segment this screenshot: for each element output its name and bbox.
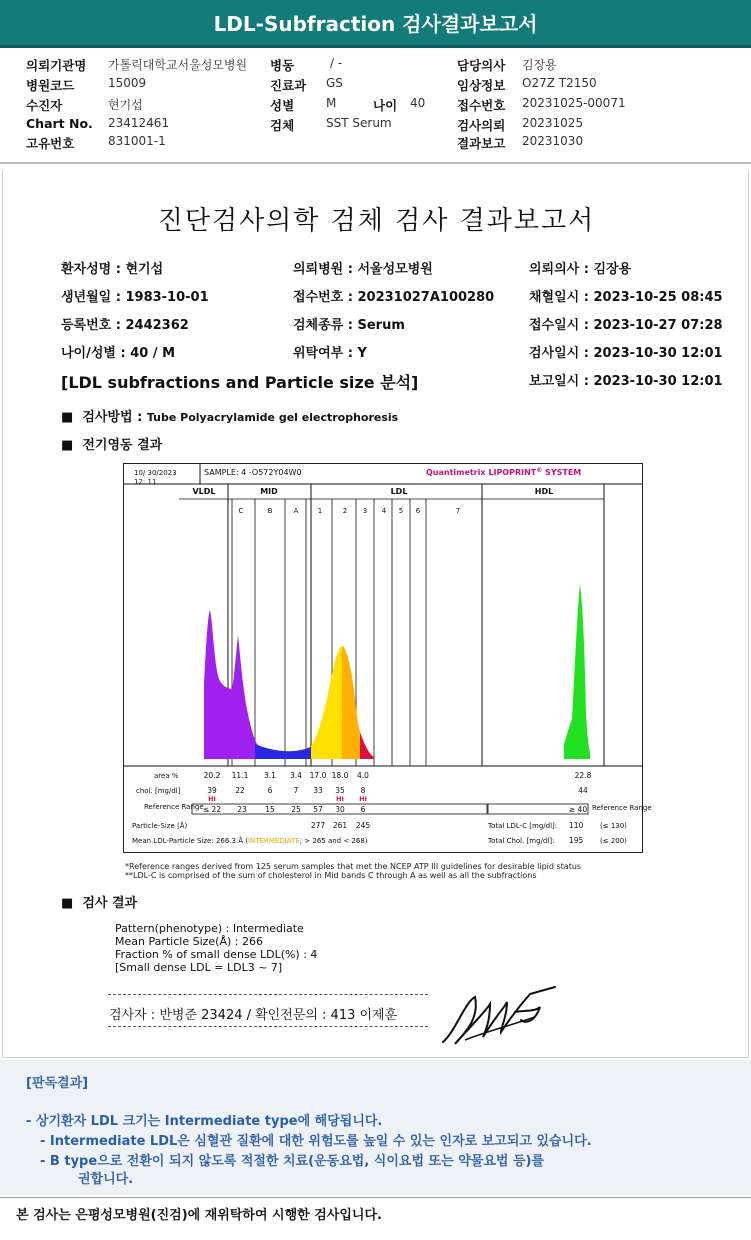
meta-row	[0, 96, 751, 116]
meta-value: 가톨릭대학교서울성모병원	[108, 58, 248, 72]
bullet-icon: ■	[61, 896, 83, 911]
ref-value: 57	[313, 805, 323, 814]
info-birth: 생년월일 : 1983-10-01	[61, 290, 209, 305]
ref-value: ≥ 40	[568, 805, 588, 814]
meta-value: O27Z T2150	[522, 76, 597, 90]
result-small-dense: [Small dense LDL = LDL3 ~ 7]	[115, 961, 283, 974]
document-title: 진단검사의학 검체 검사 결과보고서	[157, 206, 596, 236]
band-label: A	[293, 507, 299, 515]
dashed-divider	[108, 1026, 428, 1027]
chol-value: 39	[207, 786, 217, 795]
group-label: HDL	[534, 487, 554, 496]
chol-value: 35	[335, 786, 345, 795]
meta-value: GS	[326, 76, 343, 90]
area-value: 3.4	[290, 771, 302, 780]
ref-value: ≤ 22	[202, 805, 222, 814]
total-ldl-label: Total LDL-C [mg/dl]:	[488, 822, 558, 830]
section-title: [LDL subfractions and Particle size 분석]	[61, 373, 419, 392]
band-label: 6	[415, 507, 421, 515]
hi-flag: HI	[336, 795, 344, 803]
meta-label: 접수번호	[457, 98, 506, 113]
meta-value: 20231025	[522, 116, 584, 130]
meta-row	[0, 116, 751, 136]
chol-value: 33	[313, 786, 323, 795]
group-label: MID	[260, 487, 278, 496]
row-label-area: area %	[154, 772, 179, 780]
band-label: 5	[398, 507, 404, 515]
info-reported: 보고일시 : 2023-10-30 12:01	[529, 374, 723, 389]
area-value: 17.0	[309, 771, 327, 780]
ldl2-area	[342, 646, 360, 759]
mid-area	[255, 744, 314, 759]
info-reg: 등록번호 : 2442362	[61, 318, 189, 333]
meta-label: 진료과	[270, 78, 307, 93]
footnote-1: *Reference ranges derived from 125 serum samples that met the NCEP ATP III guidelines for desirable lipid status	[125, 862, 582, 871]
meta-label: Chart No.	[26, 116, 93, 131]
method-value: Tube Polyacrylamide gel electrophoresis	[146, 411, 399, 424]
electrophoresis-svg	[124, 464, 652, 852]
result-heading	[61, 892, 137, 911]
hi-flag: HI	[359, 795, 367, 803]
hi-flag: HI	[208, 795, 216, 803]
signoff-text: 검사자 : 반병준 23424 / 확인전문의 : 413 이제훈	[109, 1008, 398, 1023]
meta-label: 나이	[373, 98, 398, 113]
meta-label: 임상정보	[457, 78, 506, 93]
meta-value: 15009	[108, 76, 147, 90]
size-value: 261	[332, 821, 348, 830]
footnote-2: **LDL-C is comprised of the sum of cholesterol in Mid bands C through A as well as all the subfractions	[125, 871, 537, 880]
signature-image	[435, 982, 565, 1052]
info-accession: 접수번호 : 20231027A100280	[293, 290, 495, 305]
area-value: 18.0	[331, 771, 349, 780]
meta-label: 담당의사	[457, 58, 506, 73]
row-label-mean: Mean LDL-Particle Size: 266.3 Å (INTERMEDIATE; > 265 and < 268)	[132, 837, 368, 845]
meta-label: 고유번호	[26, 136, 75, 151]
electro-label: 전기영동 결과	[82, 438, 163, 453]
row-label-chol: chol. [mg/dl]	[136, 787, 181, 795]
area-value: 20.2	[203, 771, 221, 780]
chart-date: 10/ 30/2023	[134, 469, 177, 477]
bottom-divider	[0, 1197, 751, 1198]
total-chol-value: 195	[569, 836, 584, 845]
interpretation-heading: [판독결과]	[26, 1076, 89, 1091]
band-label: 2	[342, 507, 348, 515]
meta-label: 의뢰기관명	[26, 58, 87, 73]
area-value: 22.8	[574, 771, 592, 780]
group-label: LDL	[390, 487, 408, 496]
info-doctor: 의뢰의사 : 김장용	[529, 262, 632, 277]
ldl1-area	[311, 646, 342, 759]
bullet-icon: ■	[61, 410, 83, 425]
interpretation-line: - 상기환자 LDL 크기는 Intermediate type에 해당됩니다.	[26, 1114, 383, 1129]
meta-label: 병원코드	[26, 78, 75, 93]
chart-brand: Quantimetrix LIPOPRINT® SYSTEM	[426, 467, 582, 477]
electro-line	[61, 434, 162, 453]
hdl-area	[564, 584, 590, 759]
chart-time: 12: 11	[134, 478, 157, 486]
method-line	[61, 406, 398, 425]
band-label: 3	[362, 507, 368, 515]
ref-value: 6	[360, 805, 366, 814]
footer-note: 본 검사는 은평성모병원(진검)에 재위탁하여 시행한 검사입니다.	[16, 1208, 382, 1223]
total-ldl-ref: (≤ 130)	[600, 822, 627, 830]
meta-value: 김장용	[522, 58, 557, 72]
meta-label: 검체	[270, 118, 295, 133]
chol-value: 6	[267, 786, 273, 795]
meta-label: 수진자	[26, 98, 63, 113]
meta-row	[0, 56, 751, 76]
info-agesex: 나이/성별 : 40 / M	[61, 346, 176, 361]
size-value: 245	[355, 821, 371, 830]
band-label: B	[267, 507, 273, 515]
interpretation-line: - B type으로 전환이 되지 않도록 적절한 치료(운동요법, 식이요법 또는 약물요법 등)를	[40, 1154, 545, 1169]
ref-value: 30	[335, 805, 345, 814]
interpretation-panel	[0, 1060, 751, 1195]
total-chol-ref: (≤ 200)	[600, 837, 627, 845]
info-tested: 검사일시 : 2023-10-30 12:01	[529, 346, 723, 361]
info-received: 접수일시 : 2023-10-27 07:28	[529, 318, 723, 333]
ref-value: 23	[237, 805, 247, 814]
ldl3-area	[360, 732, 374, 759]
result-label: 검사 결과	[82, 896, 138, 911]
chol-value: 44	[578, 786, 588, 795]
meta-value: 40	[410, 96, 426, 110]
report-header-title: LDL-Subfraction 검사결과보고서	[0, 0, 751, 48]
band-label: 1	[317, 507, 323, 515]
meta-row	[0, 134, 751, 154]
total-ldl-value: 110	[569, 821, 584, 830]
info-specimen: 검체종류 : Serum	[293, 318, 405, 333]
interpretation-line: - Intermediate LDL은 심혈관 질환에 대한 위험도를 높일 수 있는 인자로 보고되고 있습니다.	[40, 1134, 592, 1149]
meta-value: 20231025-00071	[522, 96, 626, 110]
area-value: 4.0	[357, 771, 369, 780]
report-document	[2, 170, 749, 1058]
chol-value: 8	[360, 786, 366, 795]
meta-label: 검사의뢰	[457, 118, 506, 133]
dashed-divider	[108, 994, 428, 995]
band-label: 7	[455, 507, 461, 515]
meta-value: M	[326, 96, 337, 110]
meta-label: 결과보고	[457, 136, 506, 151]
meta-value: SST Serum	[326, 116, 392, 130]
divider	[0, 162, 751, 164]
chol-value: 22	[235, 786, 245, 795]
meta-section	[0, 52, 751, 162]
total-chol-label: Total Chol. [mg/dl]:	[488, 837, 555, 845]
row-label-ref: Reference Range	[144, 803, 204, 811]
info-hospital: 의뢰병원 : 서울성모병원	[293, 262, 433, 277]
meta-row	[0, 76, 751, 96]
info-collected: 채혈일시 : 2023-10-25 08:45	[529, 290, 723, 305]
meta-value: 23412461	[108, 116, 170, 130]
ref-value: 25	[291, 805, 301, 814]
chol-value: 7	[293, 786, 299, 795]
result-pattern: Pattern(phenotype) : Intermediate	[115, 922, 304, 935]
area-value: 3.1	[264, 771, 276, 780]
group-label: VLDL	[192, 487, 216, 496]
meta-label: 성별	[270, 98, 295, 113]
meta-value: 현기섭	[108, 98, 143, 112]
band-label: 4	[381, 507, 387, 515]
meta-value: 831001-1	[108, 134, 166, 148]
chart-sample: SAMPLE: 4 -O572Y04W0	[204, 468, 302, 477]
info-outsourced: 위탁여부 : Y	[293, 346, 367, 361]
area-value: 11.1	[231, 771, 249, 780]
info-patient: 환자성명 : 현기섭	[61, 262, 164, 277]
ref-label-right: Reference Range	[592, 804, 652, 812]
row-label-size: Particle-Size (Å)	[132, 822, 188, 830]
band-label: C	[238, 507, 244, 515]
bullet-icon: ■	[61, 438, 83, 453]
result-fraction: Fraction % of small dense LDL(%) : 4	[115, 948, 318, 961]
meta-value: / -	[330, 56, 343, 70]
result-mean-size: Mean Particle Size(Å) : 266	[115, 935, 263, 948]
method-label: 검사방법 :	[82, 410, 143, 425]
meta-value: 20231030	[522, 134, 584, 148]
ref-value: 15	[265, 805, 275, 814]
size-value: 277	[310, 821, 326, 830]
electrophoresis-chart	[123, 463, 652, 853]
meta-label: 병동	[270, 58, 295, 73]
interpretation-line: 권합니다.	[78, 1172, 134, 1187]
